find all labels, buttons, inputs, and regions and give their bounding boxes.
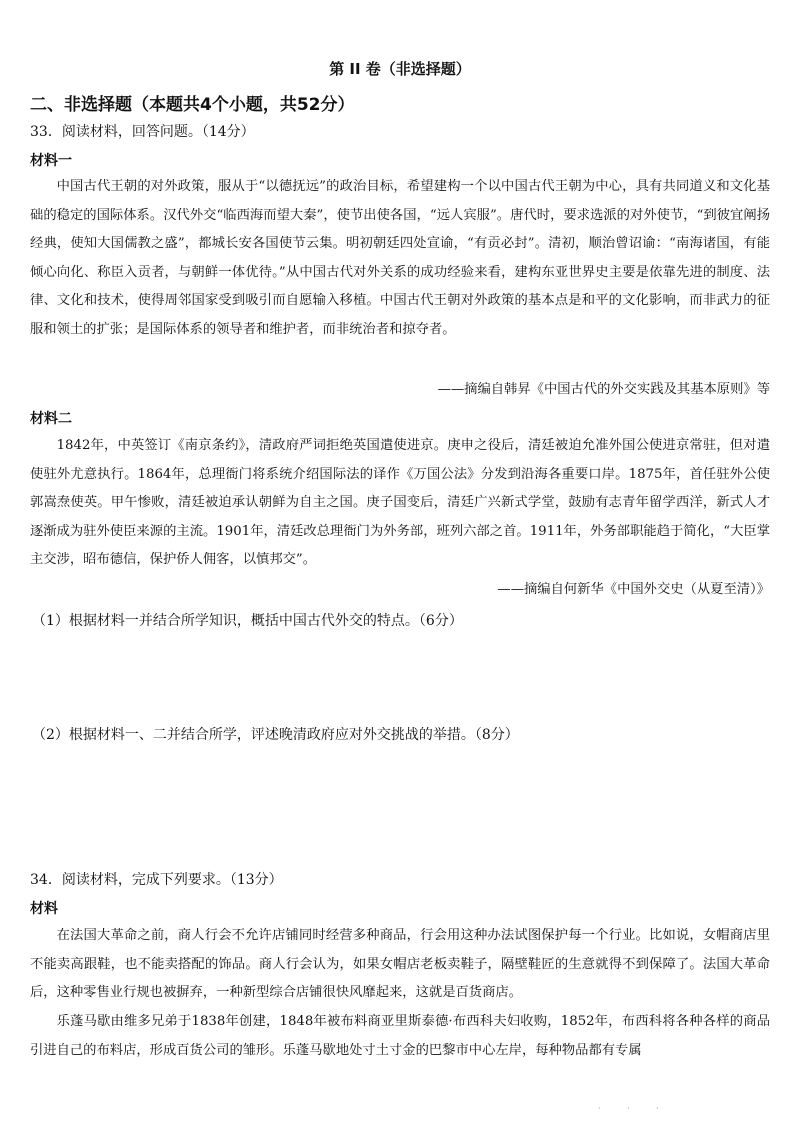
scan-specks: · · · [598, 1104, 671, 1113]
section-heading: 二、非选择题（本题共4个小题，共52分） [30, 95, 355, 115]
paper-part-title: 第 II 卷（非选择题） [329, 60, 471, 78]
material-1-label: 材料一 [30, 153, 72, 169]
material-paragraph-1: 在法国大革命之前，商人行会不允许店铺同时经营多种商品，行会用这种办法试图保护每一个行业。比如说，女帽商店里不能卖高跟鞋，也不能卖搭配的饰品。商人行会认为，如果女帽店老板卖鞋子，隔壁鞋匠的生意就得不到保障了。法国大革命后，这种零售业行规也被摒弃，一种新型综合店铺很快风靡起来，这就是百货商店。 [30, 928, 770, 1000]
material-2-source: ——摘编自何新华《中国外交史（从夏至清）》 [497, 582, 770, 597]
material-2-label: 材料二 [30, 411, 72, 427]
material-2-text: 1842年，中英签订《南京条约》，清政府严词拒绝英国遣使进京。庚申之役后，清廷被迫允准外国公使进京常驻，但对遣使驻外尤意执行。1864年，总理衙门将系统介绍国际法的译作《万国公法》分发到沿海各重要口岸。1875年，首任驻外公使郭嵩焘使英。甲午惨败，清廷被迫承认朝鲜为自主之国。庚子国变后，清廷广兴新式学堂，鼓励有志青年留学西洋，新式人才逐渐成为驻外使臣来源的主流。1901年，清廷改总理衙门为外务部，班列六部之首。1911年，外务部职能趋于简化，“大臣掌主交涉，昭布德信，保护侨人佣客，以慎邦交”。 [30, 438, 770, 567]
question-34-stem: 34．阅读材料，完成下列要求。（13分） [30, 872, 283, 888]
material-1-source: ——摘编自韩昇《中国古代的外交实践及其基本原则》等 [437, 382, 770, 397]
material-label: 材料 [30, 901, 58, 917]
sub-question-2: （2）根据材料一、二并结合所学，评述晚清政府应对外交挑战的举措。（8分） [32, 727, 519, 743]
material-paragraph-2: 乐蓬马歇由维多兄弟于1838年创建，1848年被布料商亚里斯泰德·布西科夫妇收购，1852年，布西科将各种各样的商品引进自己的布料店，形成百货公司的雏形。乐蓬马歇地处寸土寸金的巴黎市中心左岸，每种物品都有专属 [30, 1014, 770, 1058]
material-1-text: 中国古代王朝的对外政策，服从于“以德抚远”的政治目标，希望建构一个以中国古代王朝为中心，具有共同道义和文化基础的稳定的国际体系。汉代外交“临西海而望大秦”，使节出使各国，“远人宾服”。唐代时，要求选派的对外使节，“到彼宜阐扬经典，使知大国儒教之盛”，都城长安各国使节云集。明初朝廷四处宣谕，“有贡必封”。清初，顺治曾诏谕：“南海诸国，有能倾心向化、称臣入贡者，与朝鲜一体优待。”从中国古代对外关系的成功经验来看，建构东亚世界史主要是依靠先进的制度、法律、文化和技术，使得周邻国家受到吸引而自愿输入移植。中国古代王朝对外政策的基本点是和平的文化影响，而非武力的征服和领土的扩张；是国际体系的领导者和维护者，而非统治者和掠夺者。 [30, 179, 770, 337]
sub-question-1: （1）根据材料一并结合所学知识，概括中国古代外交的特点。（6分） [32, 613, 463, 629]
question-33-stem: 33．阅读材料，回答问题。（14分） [30, 124, 255, 140]
